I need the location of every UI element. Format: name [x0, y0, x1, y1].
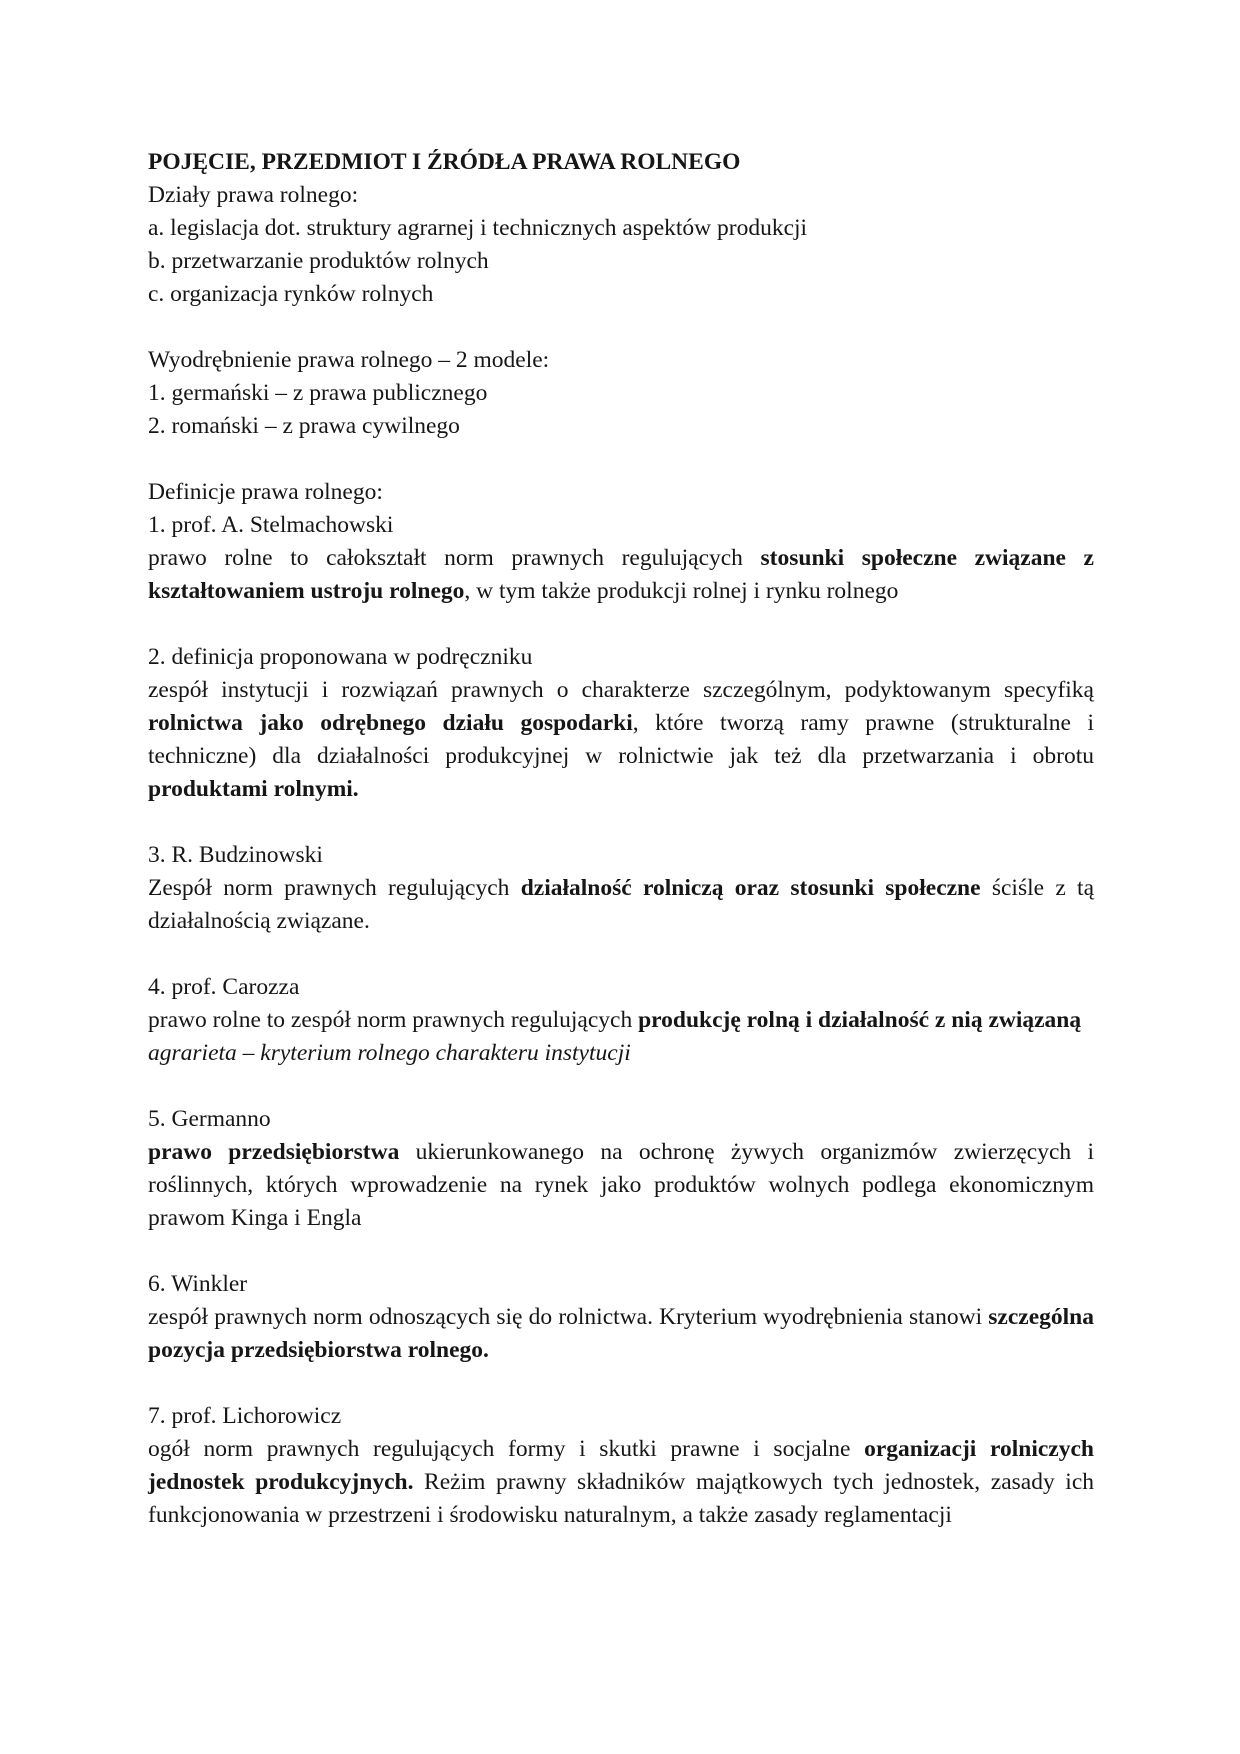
definition-text	[148, 542, 1094, 608]
document-body	[148, 146, 1094, 1532]
definition-text-part: zespół instytucji i rozwiązań prawnych o charakterze szczególnym, podyktowanym specyfiką	[148, 677, 1094, 703]
definition-bold-part: prawo przedsiębiorstwa	[148, 1139, 400, 1165]
definition-author: 3. R. Budzinowski	[148, 842, 323, 868]
definition-text-part: , które tworzą ramy prawne (strukturalne i techniczne) dla działalności produkcyjnej w rolnictwie jak też dla przetwarzania i obrotu	[148, 710, 1094, 769]
wyodrebnienie-heading: Wyodrębnienie prawa rolnego – 2 modele:	[148, 347, 550, 373]
dzialy-heading: Działy prawa rolnego:	[148, 182, 359, 208]
definition-bold-part: rolnictwa jako odrębnego działu gospodarki	[148, 710, 633, 736]
dzialy-item: c. organizacja rynków rolnych	[148, 281, 434, 307]
definition-bold-part: stosunki społeczne związane z kształtowaniem ustroju rolnego	[148, 545, 1094, 604]
definition-text	[148, 674, 1094, 806]
dzialy-item: b. przetwarzanie produktów rolnych	[148, 248, 489, 274]
definition-author: 4. prof. Carozza	[148, 974, 300, 1000]
definition-bold-part: działalność rolniczą oraz stosunki społeczne	[520, 875, 981, 901]
definition-text	[148, 1301, 1094, 1367]
definition-author: 1. prof. A. Stelmachowski	[148, 512, 394, 538]
definition-bold-part: produkcję rolną i działalność z nią związaną	[638, 1007, 1082, 1033]
italic-note-text: agrarieta – kryterium rolnego charakteru instytucji	[148, 1040, 631, 1066]
definition-text-part: ukierunkowanego na ochronę żywych organizmów zwierzęcych i roślinnych, których wprowadzenie na rynek jako produktów wolnych podlega ekonomicznym prawom Kinga i Engla	[148, 1139, 1095, 1231]
wyodrebnienie-item: 1. germański – z prawa publicznego	[148, 380, 488, 406]
definition-bold-part: produktami rolnymi.	[148, 776, 359, 802]
definition-bold-part: organizacji rolniczych jednostek produkcyjnych.	[148, 1436, 1094, 1495]
definition-author: 2. definicja proponowana w podręczniku	[148, 644, 533, 670]
definition-text	[148, 872, 1094, 938]
page-title: POJĘCIE, PRZEDMIOT I ŹRÓDŁA PRAWA ROLNEGO	[148, 149, 741, 175]
definition-text-part: , w tym także produkcji rolnej i rynku rolnego	[464, 578, 899, 604]
definition-text-part: prawo rolne to całokształt norm prawnych regulujących	[148, 545, 761, 571]
definition-author: 6. Winkler	[148, 1271, 248, 1297]
definition-author: 5. Germanno	[148, 1106, 271, 1132]
definition-bold-part: szczególna pozycja przedsiębiorstwa rolnego.	[148, 1304, 1094, 1363]
definition-text-part: ściśle z tą działalnością związane.	[148, 875, 1095, 934]
definition-text-part: Reżim prawny składników majątkowych tych jednostek, zasady ich funkcjonowania w przestrzeni i środowisku naturalnym, a także zasady reglamentacji	[148, 1469, 1094, 1528]
definition-text-part: Zespół norm prawnych regulujących	[148, 875, 521, 901]
definition-text-part: ogół norm prawnych regulujących formy i skutki prawne i socjalne	[148, 1436, 865, 1462]
definition-text-part: prawo rolne to zespół norm prawnych regulujących	[148, 1007, 639, 1033]
wyodrebnienie-item: 2. romański – z prawa cywilnego	[148, 413, 460, 439]
dzialy-item: a. legislacja dot. struktury agrarnej i technicznych aspektów produkcji	[148, 215, 808, 241]
definition-text	[148, 1004, 1094, 1037]
definition-text	[148, 1136, 1094, 1235]
definition-italic-note	[148, 1037, 1094, 1070]
definition-text-part: zespół prawnych norm odnoszących się do rolnictwa. Kryterium wyodrębnienia stanowi	[148, 1304, 989, 1330]
definition-text	[148, 1433, 1094, 1532]
definicje-heading: Definicje prawa rolnego:	[148, 479, 383, 505]
definition-author: 7. prof. Lichorowicz	[148, 1403, 342, 1429]
